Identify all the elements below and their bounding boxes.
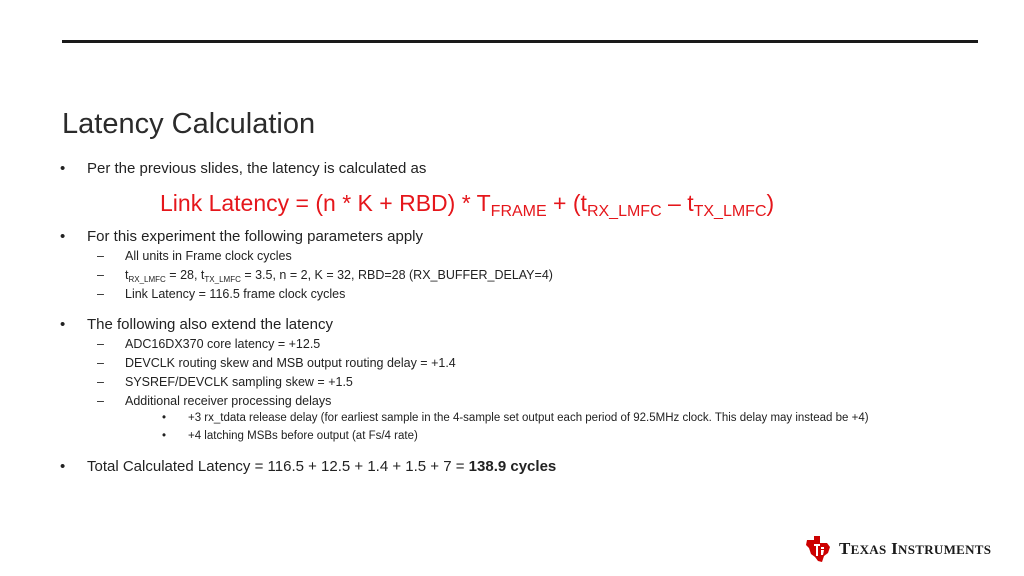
sub-item-link-latency-text: Link Latency = 116.5 frame clock cycles: [125, 287, 346, 301]
dash-icon: –: [97, 356, 104, 370]
bullet-experiment-text: For this experiment the following parameters apply: [87, 228, 423, 245]
texas-instruments-logo: [803, 533, 1013, 565]
bullet-icon: •: [162, 412, 167, 424]
bullet-icon: •: [60, 160, 66, 177]
formula-minus: – t: [661, 190, 694, 216]
logo-text: TEXAS INSTRUMENTS: [839, 539, 992, 558]
formula-lhs: Link Latency = (n * K + RBD) * T: [160, 190, 491, 216]
dash-icon: –: [97, 375, 104, 389]
formula-mid: + (t: [546, 190, 587, 216]
dash-icon: –: [97, 337, 104, 351]
bullet-total-text: Total Calculated Latency = 116.5 + 12.5 + 1.4 + 1.5 + 7 = 138.9 cycles: [87, 458, 557, 475]
formula-frame-sub: FRAME: [490, 203, 547, 220]
total-value: 138.9 cycles: [468, 458, 557, 475]
latency-formula: [160, 190, 774, 221]
bullet-icon: •: [60, 458, 66, 475]
formula-tx-sub: TX_LMFC: [693, 203, 767, 220]
dash-icon: –: [97, 287, 104, 301]
texas-instruments-logo-icon: [803, 534, 833, 564]
bullet-extend-text: The following also extend the latency: [87, 316, 333, 333]
bullet-icon: •: [60, 228, 66, 245]
bullet-icon: •: [162, 430, 167, 442]
page-title: Latency Calculation: [62, 108, 316, 140]
formula-rx-sub: RX_LMFC: [586, 203, 662, 220]
top-divider: [62, 40, 978, 43]
sub-item-params-text: $t_{RX\_LMFC} = 28$, $t_{TX\_LMFC} = 3.5$, n = 2, K = 32, RBD=28 (RX_BUFFER_DELAY=4): [125, 268, 553, 284]
sub-item-units-text: All units in Frame clock cycles: [125, 249, 292, 263]
bullet-icon: •: [60, 316, 66, 333]
dash-icon: –: [97, 249, 104, 263]
dash-icon: –: [97, 268, 104, 282]
bullet-intro-text: Per the previous slides, the latency is calculated as: [87, 160, 427, 177]
formula-close: ): [766, 190, 775, 216]
dash-icon: –: [97, 394, 104, 408]
